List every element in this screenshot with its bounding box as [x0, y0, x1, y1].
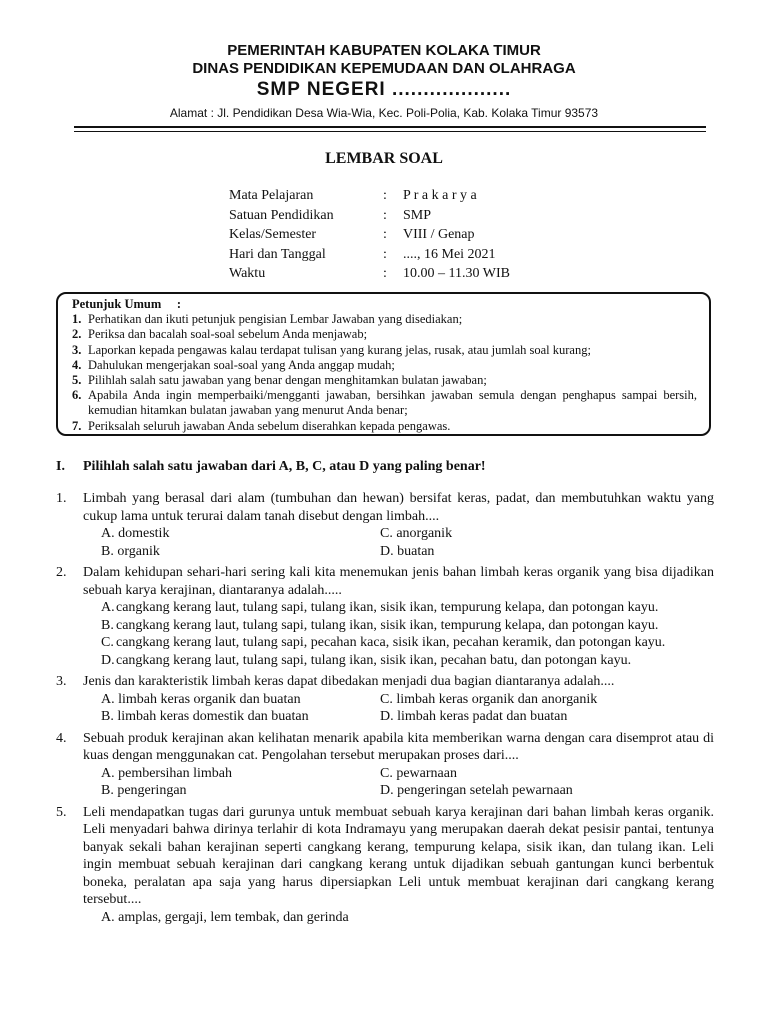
info-colon: : — [383, 207, 387, 223]
option-b: B. limbah keras domestik dan buatan — [101, 709, 309, 724]
option-a: A. limbah keras organik dan buatan — [101, 691, 301, 707]
letterhead-rule-thin — [74, 131, 706, 132]
question-text: Limbah yang berasal dari alam (tumbuhan dan hewan) bersifat keras, padat, dan membutuhkan waktu yang cukup lama untuk terurai dalam tanah disebut dengan limbah.... — [83, 491, 714, 524]
option-b: B. organik — [101, 543, 160, 559]
question-number: 4. — [56, 730, 67, 746]
question-text: Dalam kehidupan sehari-hari sering kali kita menemukan jenis bahan limbah keras organik yang bisa dijadikan sebuah karya kerajinan, diantaranya adalah..... — [83, 565, 714, 598]
option-d: D. buatan — [380, 543, 435, 559]
info-label: Satuan Pendidikan — [229, 207, 334, 223]
info-value: 10.00 – 11.30 WIB — [403, 266, 510, 281]
option-b — [83, 617, 714, 635]
question-2 — [56, 564, 714, 669]
instruction-item — [72, 419, 697, 434]
question-5 — [56, 804, 714, 927]
instructions-heading: Petunjuk Umum : — [72, 297, 182, 311]
instruction-text: Pilihlah salah satu jawaban yang benar dengan menghitamkan bulatan jawaban; — [88, 373, 487, 388]
info-colon: : — [383, 266, 387, 281]
option-text: cangkang kerang laut, tulang sapi, tulang ikan, sisik ikan, tempurung kelapa, dan potongan kayu. — [116, 617, 659, 633]
instruction-text: Laporkan kepada pengawas kalau terdapat tulisan yang kurang jelas, rusak, atau jumlah soal kurang; — [88, 342, 591, 357]
section-number: I. — [56, 459, 65, 474]
info-colon: : — [383, 227, 387, 242]
info-label: Waktu — [229, 266, 266, 281]
instruction-text: Periksa dan bacalah soal-soal sebelum Anda menjawab; — [88, 327, 368, 342]
question-number: 5. — [56, 804, 67, 820]
info-label: Mata Pelajaran — [229, 188, 314, 203]
info-label: Hari dan Tanggal — [229, 246, 326, 262]
instruction-item — [72, 327, 697, 342]
options — [83, 909, 714, 927]
school-name: SMP NEGERI ................... — [256, 79, 512, 100]
option-b: B. pengeringan — [101, 783, 187, 798]
question-number: 1. — [56, 491, 67, 506]
page-title: LEMBAR SOAL — [325, 150, 443, 167]
info-colon: : — [383, 246, 387, 262]
info-label: Kelas/Semester — [229, 227, 317, 242]
government-name: PEMERINTAH KABUPATEN KOLAKA TIMUR — [227, 42, 541, 59]
question-1 — [56, 490, 714, 560]
instructions-list — [72, 312, 697, 434]
instructions-box — [56, 292, 711, 436]
letterhead-rule-thick — [74, 126, 706, 128]
instruction-number: 4. — [72, 357, 82, 372]
option-c: C. limbah keras organik dan anorganik — [380, 691, 598, 707]
instruction-text: Apabila Anda ingin memperbaiki/mengganti jawaban, bersihkan jawaban semula dengan penghapus sampai bersih, kemudian hitamkan bulatan jawaban yang menurut Anda benar; — [88, 388, 697, 418]
option-c: C. pewarnaan — [380, 765, 457, 781]
instruction-number: 5. — [72, 373, 82, 388]
question-text: Jenis dan karakteristik limbah keras dapat dibedakan menjadi dua bagian diantaranya adalah.... — [83, 674, 615, 689]
instruction-item — [72, 388, 697, 418]
instruction-number: 2. — [72, 327, 82, 342]
instruction-item — [72, 312, 697, 327]
option-a: A. amplas, gergaji, lem tembak, dan gerinda — [101, 909, 349, 925]
instruction-number: 3. — [72, 342, 82, 357]
instruction-number: 1. — [72, 312, 82, 327]
question-text: Leli mendapatkan tugas dari gurunya untuk membuat sebuah karya kerajinan dari bahan limbah keras organik. Leli menyadari bahwa dirinya terlahir di kota Indramayu yang merupakan daerah dekat pesisir pantai, tentunya banyak sekali bahan kerajinan seperti cangkang kerang, tempurung kelapa, sisik ikan, dan tulang ikan. Leli ingin membuat sebuah kerajinan dari cangkang kerang untuk dijadikan sebuah gantungan kunci berbentuk boneka, peralatan apa saja yang harus dipersiapkan Leli untuk membuat kerajinan dari cangkang kerang tersebut.... — [83, 804, 714, 907]
option-c: C. anorganik — [380, 526, 453, 541]
options — [83, 765, 714, 800]
question-list — [56, 490, 714, 930]
options — [83, 525, 714, 560]
question-3 — [56, 673, 714, 726]
instruction-item — [72, 373, 697, 388]
letterhead — [0, 42, 768, 122]
question-number: 2. — [56, 565, 67, 580]
option-d — [83, 652, 714, 670]
option-d: D. limbah keras padat dan buatan — [380, 709, 568, 724]
agency-name: DINAS PENDIDIKAN KEPEMUDAAN DAN OLAHRAGA — [192, 60, 576, 77]
instruction-item — [72, 358, 697, 373]
option-text: cangkang kerang laut, tulang sapi, pecahan kaca, sisik ikan, pecahan keramik, dan potongan kayu. — [116, 635, 666, 650]
info-colon: : — [383, 188, 387, 203]
question-text: Sebuah produk kerajinan akan kelihatan menarik apabila kita memberikan warna dengan cara disemprot atau di kuas dengan menggunakan cat. Pengolahan tersebut merupakan proses dari.... — [83, 730, 714, 763]
section-heading — [56, 459, 486, 475]
school-address: Alamat : Jl. Pendidikan Desa Wia-Wia, Kec. Poli-Polia, Kab. Kolaka Timur 93573 — [169, 106, 599, 120]
info-value: SMP — [403, 207, 432, 223]
section-instruction: Pilihlah salah satu jawaban dari A, B, C, atau D yang paling benar! — [83, 459, 486, 474]
option-d: D. pengeringan setelah pewarnaan — [380, 783, 573, 798]
info-value: P r a k a r y a — [403, 188, 477, 203]
option-letter: B. — [101, 617, 114, 633]
instruction-text: Periksalah seluruh jawaban Anda sebelum diserahkan kepada pengawas. — [88, 418, 451, 433]
option-letter: A. — [101, 600, 115, 615]
instruction-text: Dahulukan mengerjakan soal-soal yang Anda anggap mudah; — [88, 357, 395, 372]
info-value: ...., 16 Mei 2021 — [403, 246, 496, 262]
options — [83, 691, 714, 726]
instruction-item — [72, 343, 697, 358]
option-letter: C. — [101, 635, 114, 650]
option-text: cangkang kerang laut, tulang sapi, tulang ikan, sisik ikan, tempurung kelapa, dan potongan kayu. — [116, 600, 659, 615]
info-value: VIII / Genap — [403, 227, 475, 242]
question-4 — [56, 730, 714, 800]
option-a: A. pembersihan limbah — [101, 765, 233, 781]
option-a: A. domestik — [101, 526, 170, 541]
instruction-number: 6. — [72, 388, 82, 403]
option-a — [83, 599, 714, 617]
instruction-number: 7. — [72, 418, 82, 433]
instruction-text: Perhatikan dan ikuti petunjuk pengisian Lembar Jawaban yang disediakan; — [88, 312, 463, 327]
option-letter: D. — [101, 652, 115, 668]
option-c — [83, 634, 714, 652]
question-number: 3. — [56, 674, 67, 689]
option-text: cangkang kerang laut, tulang sapi, tulang ikan, sisik ikan, pecahan batu, dan potongan kayu. — [116, 652, 632, 668]
